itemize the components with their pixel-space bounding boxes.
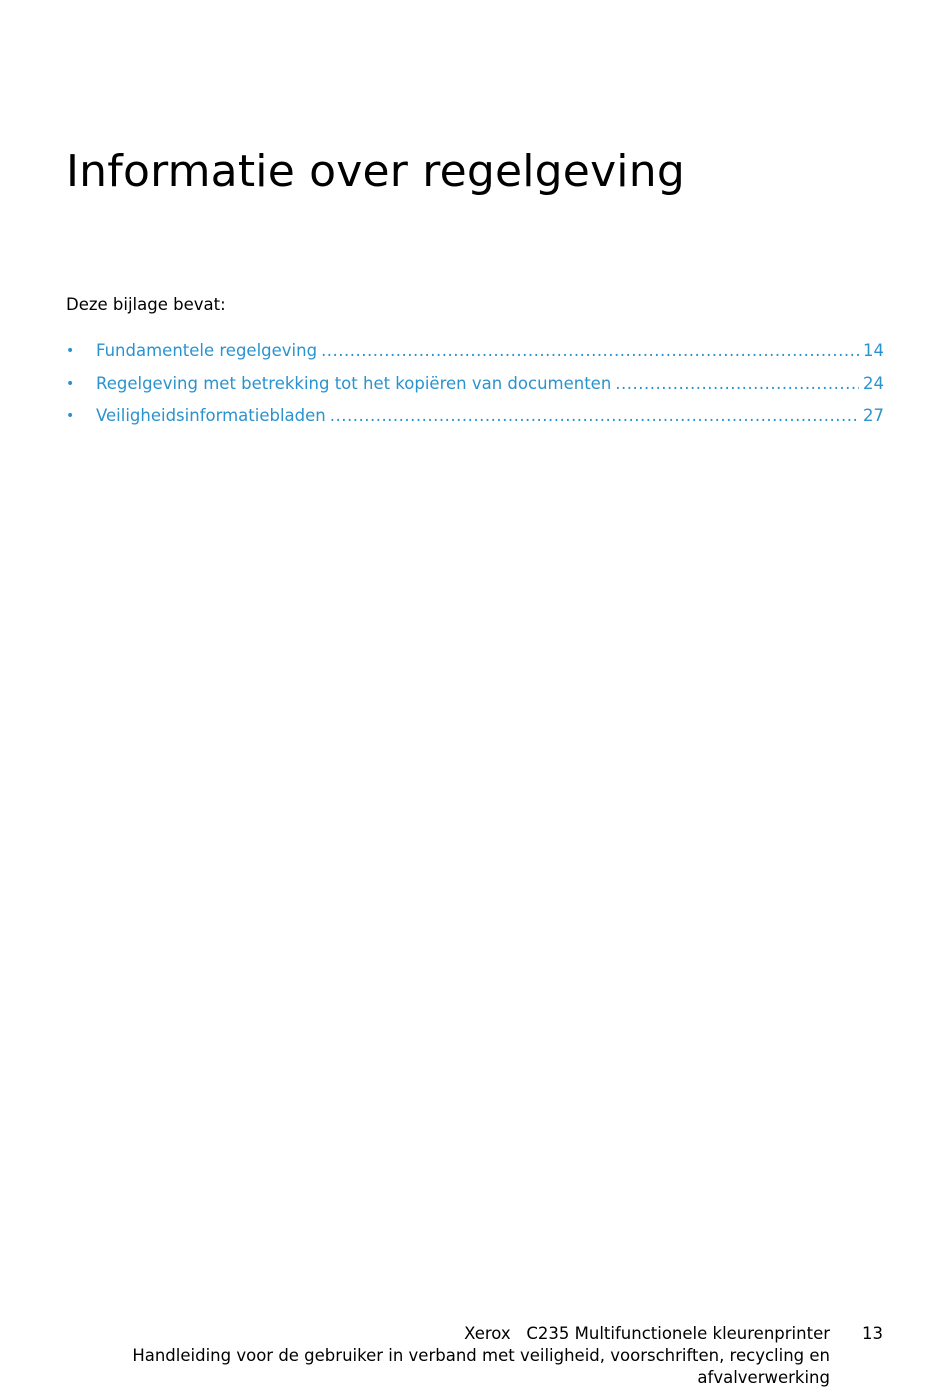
toc-label: Fundamentele regelgeving (96, 341, 318, 360)
toc-link-veiligheidsinformatiebladen[interactable] (96, 405, 884, 427)
footer-product-line: Xerox C235 Multifunctionele kleurenprinter (464, 1324, 830, 1343)
toc-label: Veiligheidsinformatiebladen (96, 406, 326, 425)
toc-leader-dots (321, 340, 859, 362)
footer-manual-title-continuation: afvalverwerking (697, 1368, 830, 1387)
toc-page-number: 24 (863, 373, 884, 393)
bullet-icon: • (66, 408, 75, 424)
intro-text: Deze bijlage bevat: (66, 295, 226, 314)
toc-link-fundamentele-regelgeving[interactable] (96, 340, 884, 362)
toc-item-regelgeving-kopieren (66, 373, 884, 406)
toc-page-number: 14 (863, 341, 884, 360)
page-title: Informatie over regelgeving (66, 146, 685, 197)
footer-manual-title-line: Handleiding voor de gebruiker in verband met veiligheid, voorschriften, recycling en (132, 1346, 830, 1365)
page-footer (110, 1323, 830, 1389)
toc-leader-dots (330, 405, 859, 427)
page-number: 13 (862, 1324, 883, 1343)
toc-page-number: 27 (863, 406, 884, 425)
toc-label: Regelgeving met betrekking tot het kopiëren van documenten (96, 373, 612, 393)
bullet-icon: • (66, 375, 75, 392)
bullet-icon: • (66, 343, 75, 359)
toc-link-regelgeving-kopieren[interactable] (96, 373, 884, 395)
toc-leader-dots (615, 373, 859, 395)
toc-item-fundamentele-regelgeving (66, 340, 884, 373)
toc-list (66, 340, 884, 438)
toc-item-veiligheidsinformatiebladen (66, 405, 884, 438)
